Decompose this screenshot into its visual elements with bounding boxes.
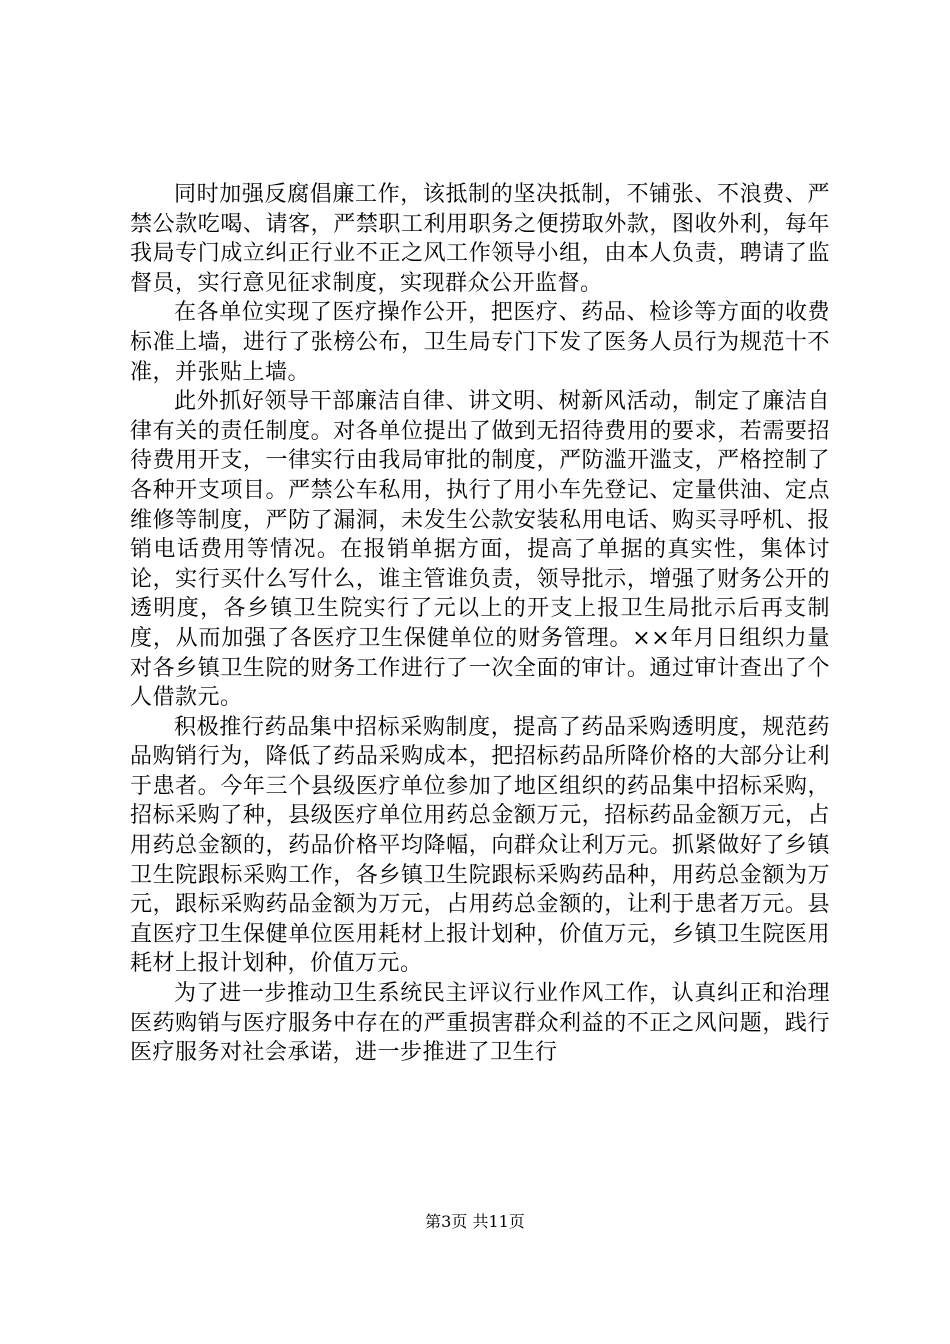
paragraph-5: 为了进一步推动卫生系统民主评议行业作风工作，认真纠正和治理医药购销与医疗服务中存在的严重损害群众利益的不正之风问题，践行医疗服务对社会承诺，进一步推进了卫生行 bbox=[130, 981, 830, 1066]
paragraph-4: 积极推行药品集中招标采购制度，提高了药品采购透明度，规范药品购销行为，降低了药品采购成本，把招标药品所降价格的大部分让利于患者。今年三个县级医疗单位参加了地区组织的药品集中招标采购，招标采购了种，县级医疗单位用药总金额万元，招标药品金额万元，占用药总金额的，药品价格平均降幅，向群众让利万元。抓紧做好了乡镇卫生院跟标采购工作，各乡镇卫生院跟标采购药品种，用药总金额为万元，跟标采购药品金额为万元，占用药总金额的，让利于患者万元。县直医疗卫生保健单位医用耗材上报计划种，价值万元，乡镇卫生院医用耗材上报计划种，价值万元。 bbox=[130, 714, 830, 977]
paragraph-1: 同时加强反腐倡廉工作，该抵制的坚决抵制，不铺张、不浪费、严禁公款吃喝、请客，严禁职工利用职务之便捞取外款，图收外利，每年我局专门成立纠正行业不正之风工作领导小组，由本人负责，聘请了监督员，实行意见征求制度，实现群众公开监督。 bbox=[130, 182, 830, 296]
paragraph-3: 此外抓好领导干部廉洁自律、讲文明、树新风活动，制定了廉洁自律有关的责任制度。对各单位提出了做到无招待费用的要求，若需要招待费用开支，一律实行由我局审批的制度，严防滥开滥支，严格控制了各种开支项目。严禁公车私用，执行了用小车先登记、定量供油、定点维修等制度，严防了漏洞，未发生公款安装私用电话、购买寻呼机、报销电话费用等情况。在报销单据方面，提高了单据的真实性，集体讨论，实行买什么写什么，谁主管谁负责，领导批示，增强了财务公开的透明度，各乡镇卫生院实行了元以上的开支上报卫生局批示后再支制度，从而加强了各医疗卫生保健单位的财务管理。××年月日组织力量对各乡镇卫生院的财务工作进行了一次全面的审计。通过审计查出了个人借款元。 bbox=[130, 389, 830, 711]
paragraph-2: 在各单位实现了医疗操作公开，把医疗、药品、检诊等方面的收费标准上墙，进行了张榜公布，卫生局专门下发了医务人员行为规范十不准，并张贴上墙。 bbox=[130, 300, 830, 385]
document-body bbox=[130, 180, 830, 1068]
page-number-footer: 第3页 共11页 bbox=[425, 1212, 525, 1231]
